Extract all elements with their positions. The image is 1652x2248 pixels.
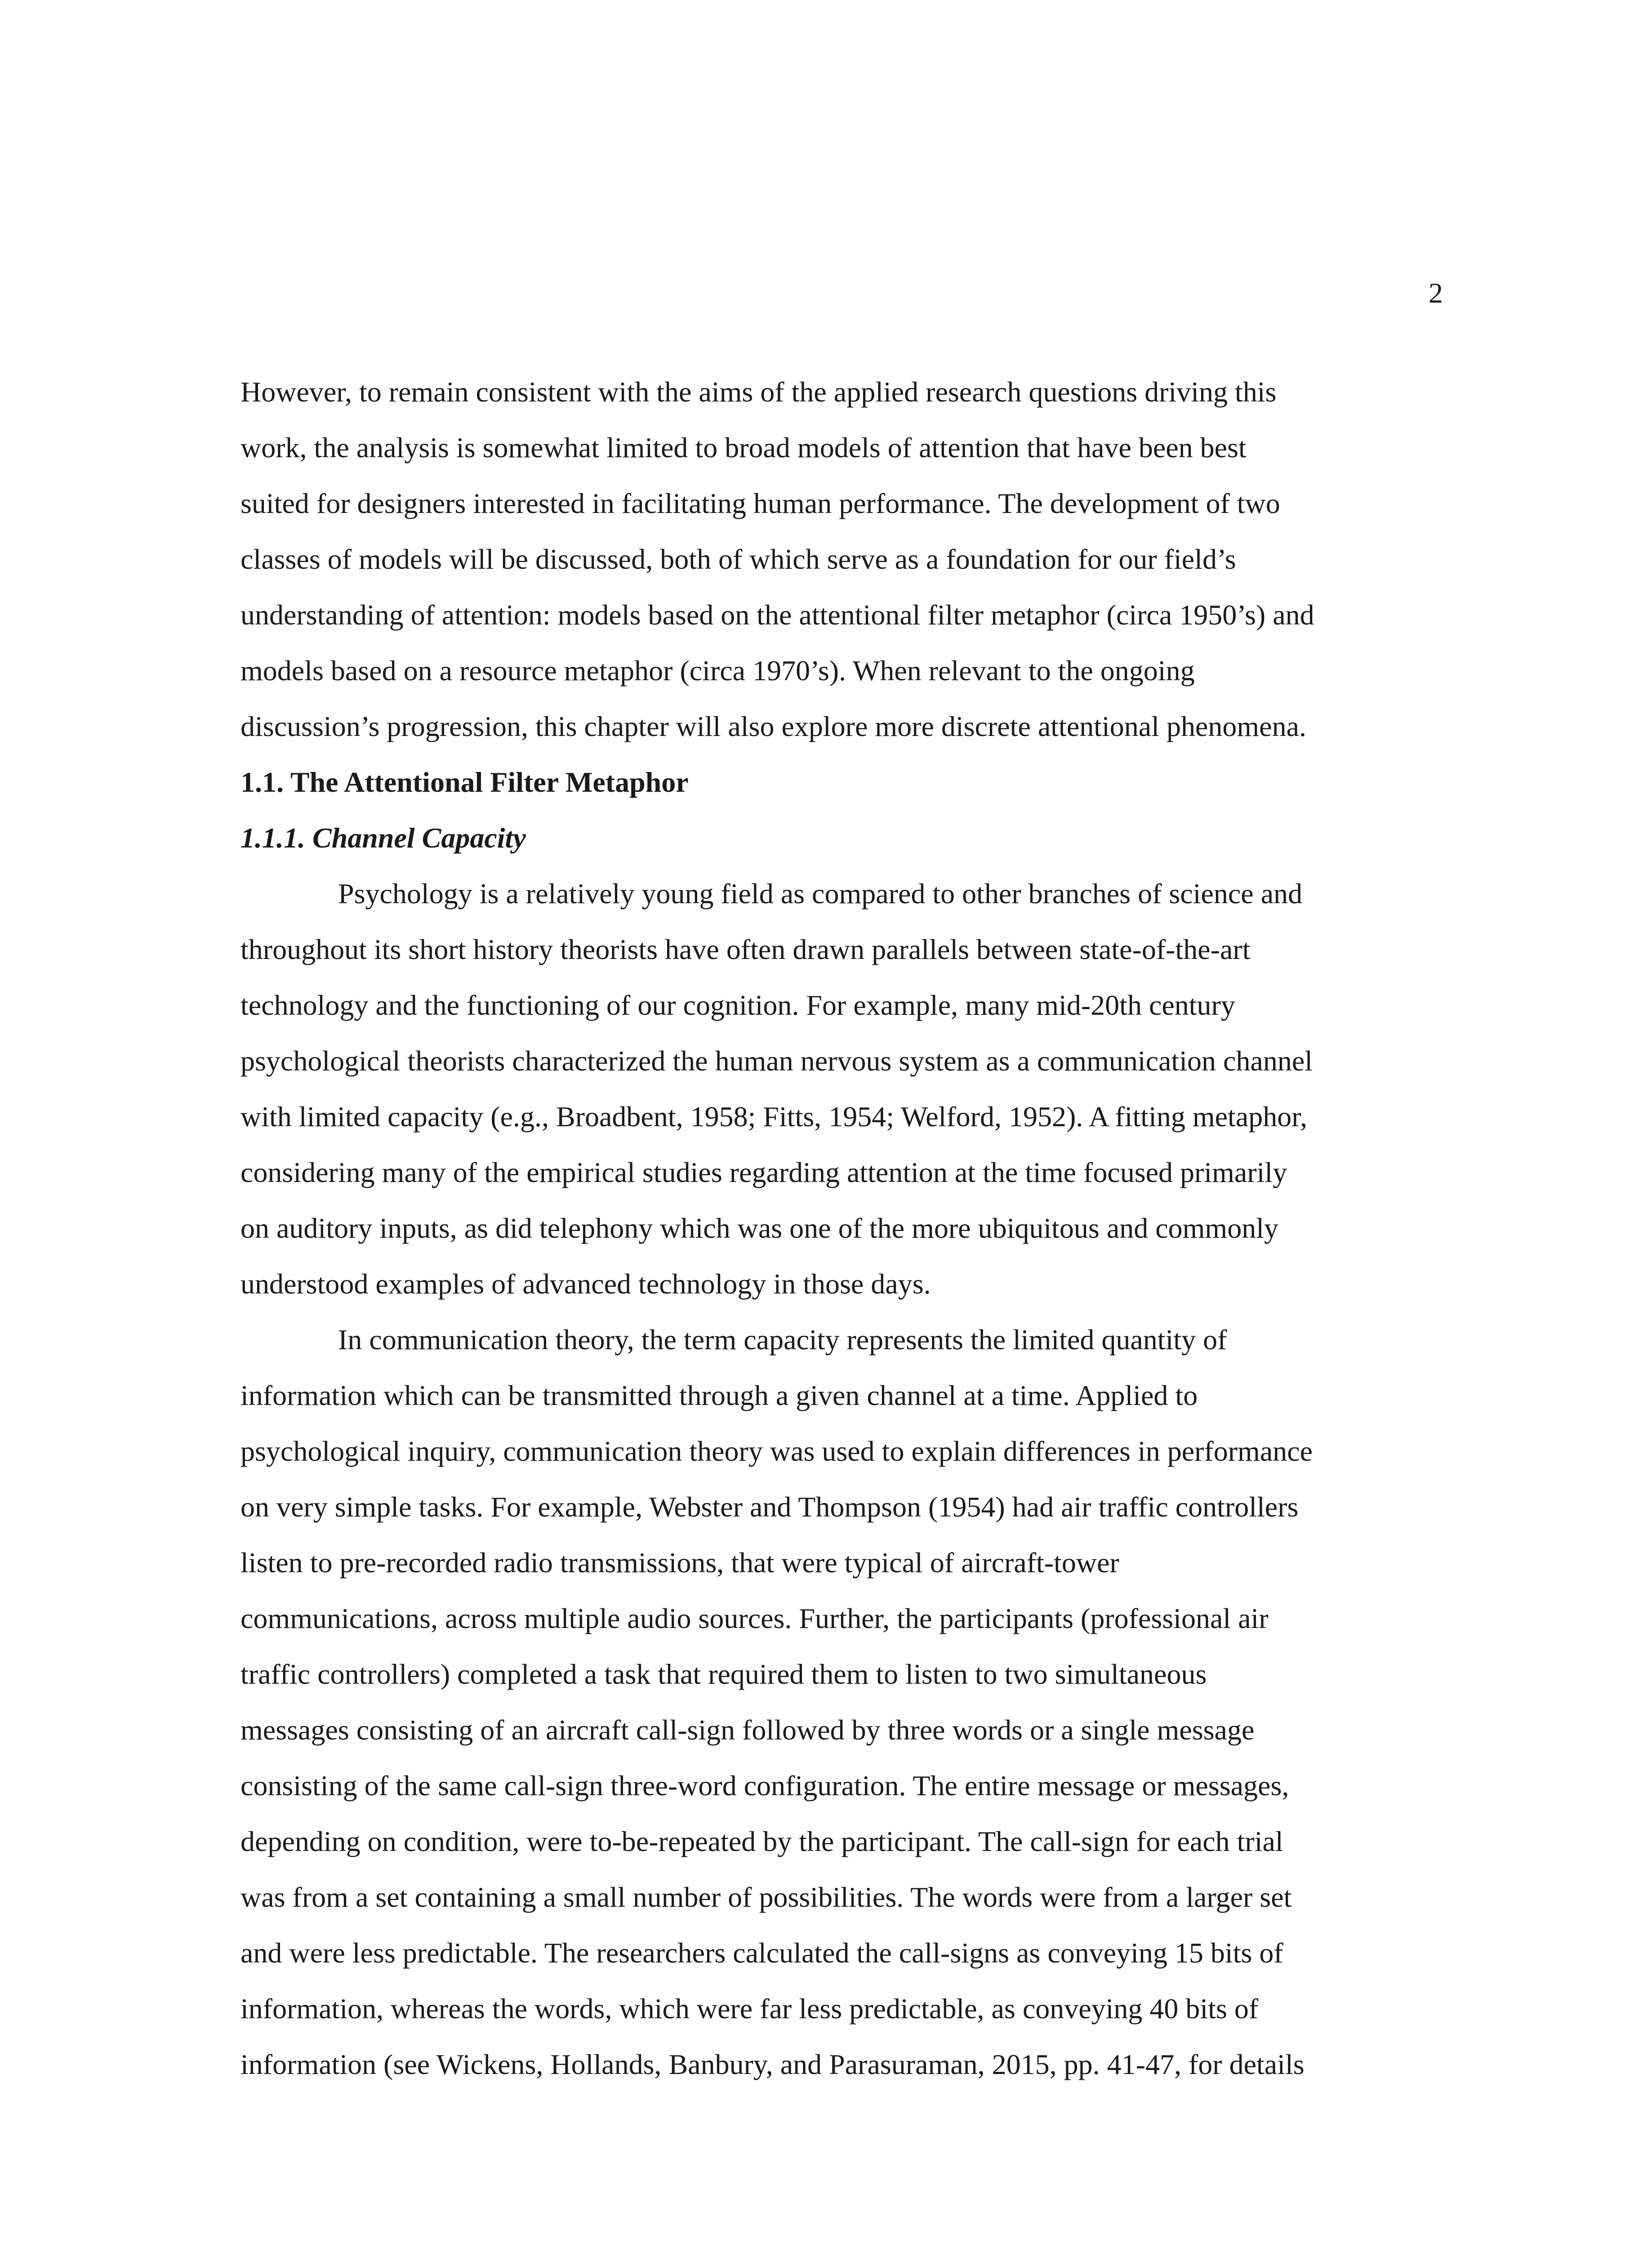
section-heading: 1.1. The Attentional Filter Metaphor	[240, 766, 689, 798]
paragraph-line: models based on a resource metaphor (circa 1970’s). When relevant to the ongoing	[240, 655, 1195, 687]
paragraph-line: was from a set containing a small number of possibilities. The words were from a larger set	[240, 1881, 1292, 1913]
paragraph-line: psychological inquiry, communication theory was used to explain differences in performance	[240, 1435, 1313, 1467]
paragraph-line: classes of models will be discussed, both of which serve as a foundation for our field’s	[240, 543, 1236, 575]
paragraph-line: consisting of the same call-sign three-word configuration. The entire message or messages,	[240, 1770, 1289, 1802]
paragraph-line: understood examples of advanced technology in those days.	[240, 1268, 931, 1300]
paragraph-line: traffic controllers) completed a task that required them to listen to two simultaneous	[240, 1658, 1207, 1690]
paragraph-line: communications, across multiple audio sources. Further, the participants (professional air	[240, 1602, 1269, 1634]
paragraph-line: messages consisting of an aircraft call-sign followed by three words or a single message	[240, 1714, 1255, 1746]
paragraph-line: work, the analysis is somewhat limited to broad models of attention that have been best	[240, 432, 1247, 464]
subsection-heading: 1.1.1. Channel Capacity	[240, 822, 526, 854]
paragraph-line: psychological theorists characterized the human nervous system as a communication channel	[240, 1045, 1313, 1077]
paragraph-line: However, to remain consistent with the aims of the applied research questions driving this	[240, 376, 1277, 408]
paragraph-line: technology and the functioning of our cognition. For example, many mid-20th century	[240, 989, 1235, 1021]
paragraph-line: information (see Wickens, Hollands, Banbury, and Parasuraman, 2015, pp. 41-47, for details	[240, 2048, 1305, 2080]
paragraph-line: and were less predictable. The researchers calculated the call-signs as conveying 15 bits of	[240, 1937, 1283, 1969]
document-body	[240, 364, 1454, 2092]
paragraph-line: with limited capacity (e.g., Broadbent, 1958; Fitts, 1954; Welford, 1952). A fitting metaphor,	[240, 1101, 1307, 1133]
paragraph-line: understanding of attention: models based on the attentional filter metaphor (circa 1950’s) and	[240, 599, 1314, 631]
paragraph-line: considering many of the empirical studies regarding attention at the time focused primarily	[240, 1156, 1287, 1188]
paragraph-line: throughout its short history theorists have often drawn parallels between state-of-the-art	[240, 933, 1251, 965]
paragraph-line: on very simple tasks. For example, Webster and Thompson (1954) had air traffic controllers	[240, 1491, 1299, 1523]
paragraph-line: suited for designers interested in facilitating human performance. The development of two	[240, 487, 1280, 519]
paragraph-line: discussion’s progression, this chapter will also explore more discrete attentional phenomena.	[240, 710, 1306, 742]
paragraph-line: In communication theory, the term capacity represents the limited quantity of	[338, 1324, 1227, 1356]
paragraph-line: depending on condition, were to-be-repeated by the participant. The call-sign for each trial	[240, 1825, 1283, 1857]
paragraph-line: Psychology is a relatively young field as compared to other branches of science and	[338, 878, 1303, 910]
page-number: 2	[1429, 277, 1443, 309]
paragraph-line: information, whereas the words, which were far less predictable, as conveying 40 bits of	[240, 1993, 1259, 2025]
paragraph-line: information which can be transmitted through a given channel at a time. Applied to	[240, 1379, 1198, 1411]
paragraph-line: listen to pre-recorded radio transmissions, that were typical of aircraft-tower	[240, 1547, 1119, 1579]
paragraph-line: on auditory inputs, as did telephony which was one of the more ubiquitous and commonly	[240, 1212, 1278, 1244]
